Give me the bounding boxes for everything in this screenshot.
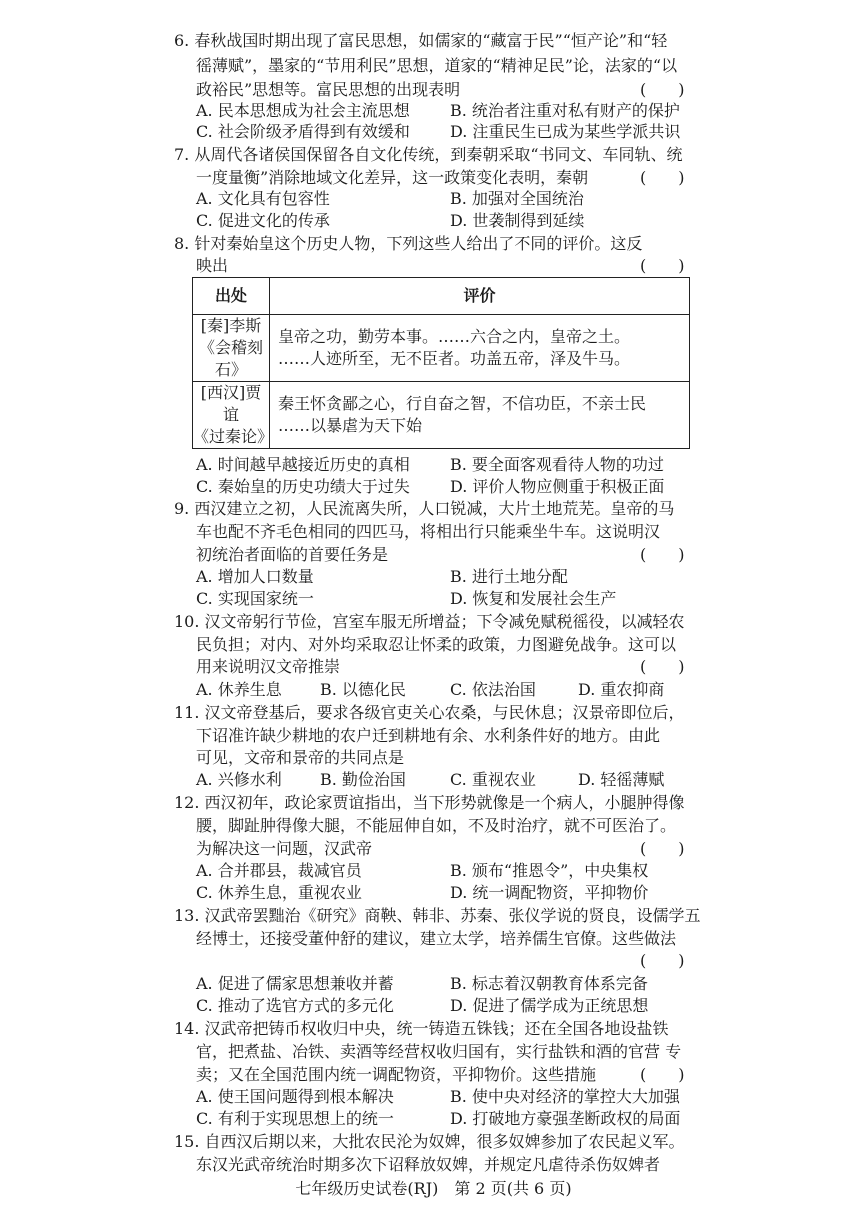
q12-option-a[interactable]: A. 合并郡县，裁减官员 xyxy=(196,861,362,880)
q8-option-d[interactable]: D. 评价人物应侧重于积极正面 xyxy=(450,477,665,496)
source-author: [西汉]贾谊 xyxy=(200,383,262,424)
q6-line-2: 徭薄赋”，墨家的“节用利民”思想，道家的“精神足民”论，法家的“以 xyxy=(196,56,678,75)
q9-option-a[interactable]: A. 增加人口数量 xyxy=(196,567,314,586)
q12-line-2: 腰，脚趾肿得像大腿，不能屈伸自如，不及时治疗，就不可医治了。 xyxy=(196,816,677,835)
table-cell-evaluation xyxy=(270,315,690,382)
q8-option-c[interactable]: C. 秦始皇的历史功绩大于过失 xyxy=(196,477,410,496)
q8-line-2: 映出 xyxy=(196,256,229,275)
q14-line-2: 官，把煮盐、冶铁、卖酒等经营权收归国有，实行盐铁和酒的官营 专 xyxy=(196,1042,682,1061)
q9-option-b[interactable]: B. 进行土地分配 xyxy=(450,567,568,586)
table-header-row xyxy=(193,278,690,315)
evaluation-line: ……以暴虐为天下始 xyxy=(278,416,423,435)
q8-answer-paren[interactable]: ( ) xyxy=(640,256,685,275)
q13-option-b[interactable]: B. 标志着汉朝教育体系完备 xyxy=(450,974,648,993)
page-footer: 七年级历史试卷(RJ) 第 2 页(共 6 页) xyxy=(295,1179,572,1198)
q13-line-1: 13. 汉武帝罢黜治《研究》商鞅、韩非、苏秦、张仪学说的贤良，设儒学五 xyxy=(174,906,701,925)
q6-line-3: 政裕民”思想等。富民思想的出现表明 xyxy=(196,80,461,99)
evaluation-line: 秦王怀贪鄙之心，行自奋之智，不信功臣，不亲士民 xyxy=(278,394,647,413)
q8-line-1: 8. 针对秦始皇这个历史人物，下列这些人给出了不同的评价。这反 xyxy=(174,234,643,253)
q9-option-d[interactable]: D. 恢复和发展社会生产 xyxy=(450,589,617,608)
q14-option-c[interactable]: C. 有利于实现思想上的统一 xyxy=(196,1109,394,1128)
q6-option-b[interactable]: B. 统治者注重对私有财产的保护 xyxy=(450,101,680,120)
q10-line-3: 用来说明汉文帝推崇 xyxy=(196,657,341,676)
q6-line-1: 6. 春秋战国时期出现了富民思想，如儒家的“藏富于民”“恒产论”和“轻 xyxy=(174,31,668,50)
q11-line-2: 下诏准许缺少耕地的农户迁到耕地有余、水利条件好的地方。由此 xyxy=(196,726,661,745)
q7-line-1: 7. 从周代各诸侯国保留各自文化传统，到秦朝采取“书同文、车同轨、统 xyxy=(174,145,683,164)
source-work: 《会稽刻石》 xyxy=(198,338,263,379)
q15-line-1: 15. 自西汉后期以来，大批农民沦为奴婢，很多奴婢参加了农民起义军。 xyxy=(174,1132,685,1151)
q7-option-a[interactable]: A. 文化具有包容性 xyxy=(196,189,330,208)
q10-line-2: 民负担；对内、对外均采取忍让怀柔的政策，力图避免战争。这可以 xyxy=(196,635,677,654)
q11-option-a[interactable]: A. 兴修水利 xyxy=(196,770,282,789)
q10-option-a[interactable]: A. 休养生息 xyxy=(196,680,282,699)
q10-option-d[interactable]: D. 重农抑商 xyxy=(578,680,665,699)
table-cell-evaluation xyxy=(270,382,690,449)
q14-line-1: 14. 汉武帝把铸币权收归中央，统一铸造五铢钱；还在全国各地设盐铁 xyxy=(174,1019,669,1038)
source-work: 《过秦论》 xyxy=(193,427,274,446)
table-row xyxy=(193,382,690,449)
q9-answer-paren[interactable]: ( ) xyxy=(640,545,685,564)
q10-line-1: 10. 汉文帝躬行节俭，宫室车服无所增益；下令减免赋税徭役，以减轻农 xyxy=(174,612,685,631)
q9-line-1: 9. 西汉建立之初，人民流离失所，人口锐减，大片土地荒芜。皇帝的马 xyxy=(174,499,675,518)
q9-line-2: 车也配不齐毛色相同的四匹马，将相出行只能乘坐牛车。这说明汉 xyxy=(196,522,661,541)
evaluation-line: ……人迹所至，无不臣者。功盖五帝，泽及牛马。 xyxy=(278,349,631,368)
q14-option-b[interactable]: B. 使中央对经济的掌控大大加强 xyxy=(450,1087,680,1106)
source-author: [秦]李斯 xyxy=(200,316,262,335)
q10-answer-paren[interactable]: ( ) xyxy=(640,657,685,676)
evaluation-line: 皇帝之功，勤劳本事。……六合之内，皇帝之土。 xyxy=(278,327,631,346)
table-cell-source xyxy=(193,382,274,449)
q11-option-b[interactable]: B. 勤俭治国 xyxy=(320,770,406,789)
q14-line-3: 卖；又在全国范围内统一调配物资，平抑物价。这些措施 xyxy=(196,1065,597,1084)
q13-option-c[interactable]: C. 推动了选官方式的多元化 xyxy=(196,996,394,1015)
q7-option-c[interactable]: C. 促进文化的传承 xyxy=(196,211,330,230)
table-row xyxy=(193,315,690,382)
q11-option-d[interactable]: D. 轻徭薄赋 xyxy=(578,770,665,789)
q8-option-a[interactable]: A. 时间越早越接近历史的真相 xyxy=(196,455,410,474)
q13-option-d[interactable]: D. 促进了儒学成为正统思想 xyxy=(450,996,649,1015)
q12-answer-paren[interactable]: ( ) xyxy=(640,839,685,858)
q13-option-a[interactable]: A. 促进了儒家思想兼收并蓄 xyxy=(196,974,394,993)
q14-option-d[interactable]: D. 打破地方豪强垄断政权的局面 xyxy=(450,1109,681,1128)
q12-line-1: 12. 西汉初年，政论家贾谊指出，当下形势就像是一个病人，小腿肿得像 xyxy=(174,793,685,812)
q7-answer-paren[interactable]: ( ) xyxy=(640,168,685,187)
q14-answer-paren[interactable]: ( ) xyxy=(640,1065,685,1084)
q12-option-d[interactable]: D. 统一调配物资，平抑物价 xyxy=(450,883,649,902)
q6-option-c[interactable]: C. 社会阶级矛盾得到有效缓和 xyxy=(196,122,410,141)
table-header-evaluation: 评价 xyxy=(270,278,690,315)
q10-option-c[interactable]: C. 依法治国 xyxy=(450,680,536,699)
q9-line-3: 初统治者面临的首要任务是 xyxy=(196,545,389,564)
q11-line-1: 11. 汉文帝登基后，要求各级官吏关心农桑，与民休息；汉景帝即位后， xyxy=(174,703,685,722)
q12-option-b[interactable]: B. 颁布“推恩令”，中央集权 xyxy=(450,861,649,880)
q7-line-2: 一度量衡”消除地域文化差异，这一政策变化表明，秦朝 xyxy=(196,168,589,187)
q7-option-b[interactable]: B. 加强对全国统治 xyxy=(450,189,584,208)
q6-option-d[interactable]: D. 注重民生已成为某些学派共识 xyxy=(450,122,681,141)
table-header-source: 出处 xyxy=(193,278,270,315)
q12-option-c[interactable]: C. 休养生息，重视农业 xyxy=(196,883,362,902)
q7-option-d[interactable]: D. 世袭制得到延续 xyxy=(450,211,585,230)
q11-option-c[interactable]: C. 重视农业 xyxy=(450,770,536,789)
q14-option-a[interactable]: A. 使王国问题得到根本解决 xyxy=(196,1087,394,1106)
q8-option-b[interactable]: B. 要全面客观看待人物的功过 xyxy=(450,455,664,474)
q6-answer-paren[interactable]: ( ) xyxy=(640,80,685,99)
q13-answer-paren[interactable]: ( ) xyxy=(640,951,685,970)
q11-line-3: 可见，文帝和景帝的共同点是 xyxy=(196,748,405,767)
q12-line-3: 为解决这一问题，汉武帝 xyxy=(196,839,373,858)
q9-option-c[interactable]: C. 实现国家统一 xyxy=(196,589,314,608)
q6-option-a[interactable]: A. 民本思想成为社会主流思想 xyxy=(196,101,410,120)
q10-option-b[interactable]: B. 以德化民 xyxy=(320,680,406,699)
q13-line-2: 经博士，还接受董仲舒的建议，建立太学，培养儒生官僚。这些做法 xyxy=(196,929,677,948)
q8-source-table xyxy=(192,277,690,449)
q15-line-2: 东汉光武帝统治时期多次下诏释放奴婢，并规定凡虐待杀伤奴婢者 xyxy=(196,1155,661,1174)
table-cell-source xyxy=(193,315,270,382)
